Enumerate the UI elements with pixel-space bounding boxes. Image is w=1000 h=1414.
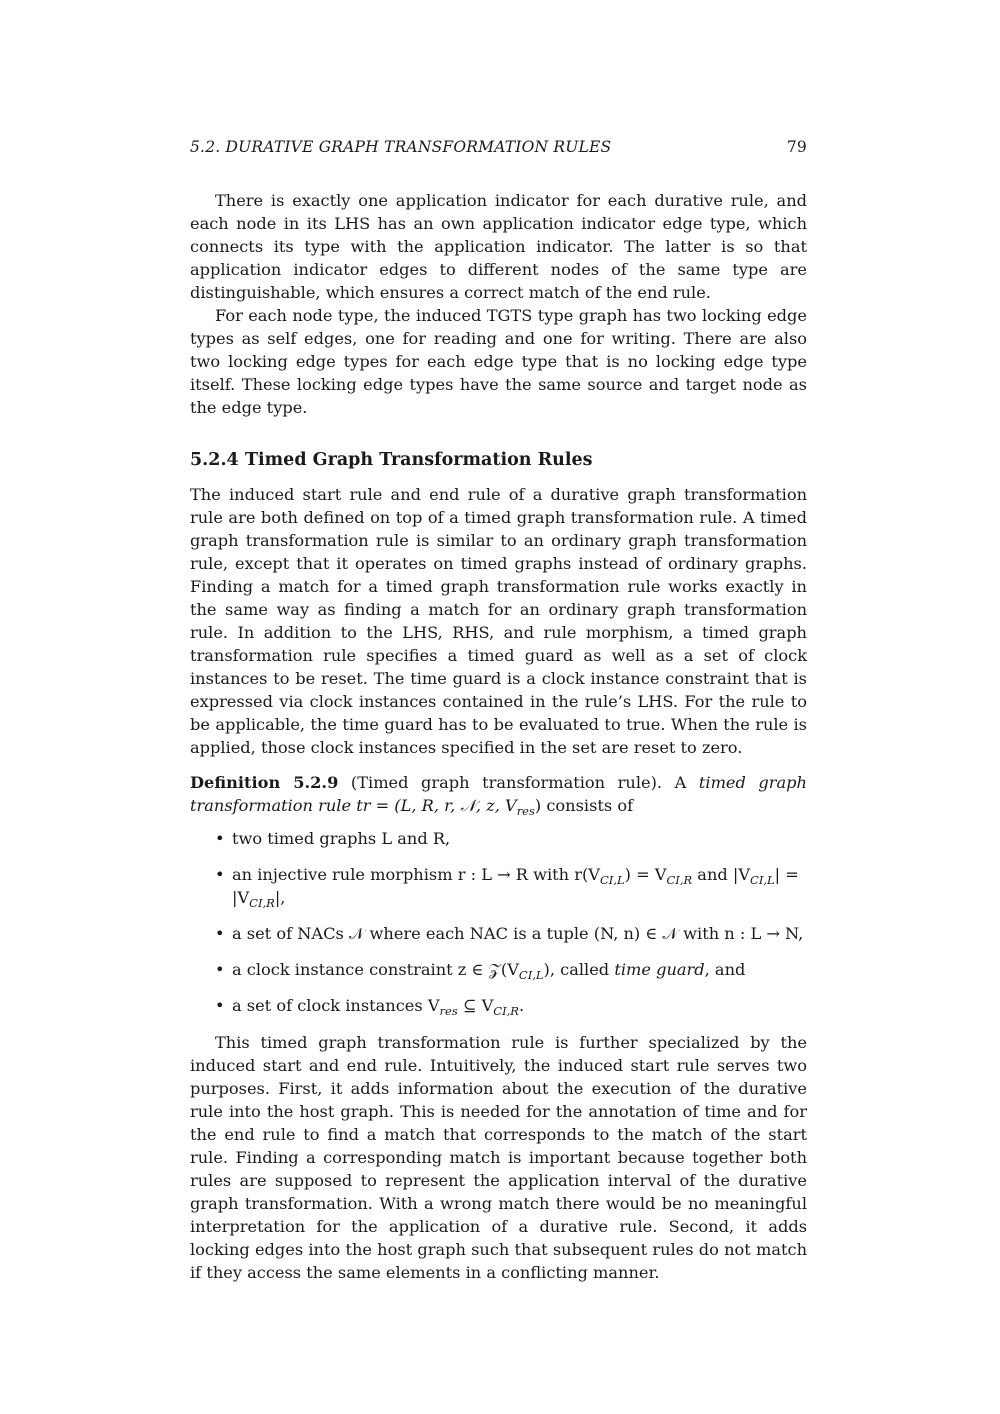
section-heading: [190, 448, 807, 472]
definition-label: Definition 5.2.9: [190, 773, 339, 792]
definition: [190, 771, 807, 817]
section-intro-paragraph: The induced start rule and end rule of a durative graph transformation rule are both defined on top of a timed graph transformation rule. A timed graph transformation rule is similar to an ordinary graph transformation rule, except that it operates on timed graphs instead of ordinary graphs. Finding a match for a timed graph transformation rule works exactly in the same way as finding a match for an ordinary graph transformation rule. In addition to the LHS, RHS, and rule morphism, a timed graph transformation rule specifies a timed guard as well as a set of clock instances to be reset. The time guard is a clock instance constraint that is expressed via clock instances contained in the rule’s LHS. For the rule to be applicable, the time guard has to be evaluated to true. When the rule is applied, those clock instances specified in the set are reset to zero.: [190, 485, 807, 757]
definition-tuple-suffix: ) consists of: [534, 796, 634, 815]
paragraph-application-indicator: There is exactly one application indicator for each durative rule, and each node in its LHS has an own application indicator edge type, which connects its type with the application indicator. The latter is so that application indicator edges to different nodes of the same type are distinguishable, which ensures a correct match of the end rule.: [190, 191, 807, 302]
list-item-text: a set of clock instances $V_{res}$ ⊆ $V_{CI,R}$.: [232, 996, 525, 1018]
definition-lead: A: [674, 773, 687, 792]
section-title: Timed Graph Transformation Rules: [245, 450, 593, 470]
list-item: [215, 994, 807, 1018]
definition-tuple: tr = (L, R, r, 𝒩, z, V: [356, 796, 517, 815]
bullet-icon: •: [215, 924, 225, 943]
section-number: 5.2.4: [190, 450, 239, 470]
list-item-text: a clock instance constraint z ∈ $𝒵(V_{CI,L})$, called time guard, and: [232, 960, 746, 982]
list-item: [215, 958, 807, 982]
list-item-text: an injective rule morphism r : L → R with $r(V_{CI,L}) = V_{CI,R}$ and $|V_{CI,L}|$ = $|V_{CI,R}|$,: [232, 865, 799, 910]
list-item: [215, 863, 807, 910]
bullet-icon: •: [215, 996, 225, 1015]
running-header: [190, 138, 807, 162]
definition-term: timed graph transformation rule: [190, 773, 807, 815]
closing-paragraph: This timed graph transformation rule is further specialized by the induced start and end rule. Intuitively, the induced start rule serves two purposes. First, it adds information about the execution of the durative rule into the host graph. This is needed for the annotation of time and for the end rule to find a match that corresponds to the match of the start rule. Finding a corresponding match is important because together both rules are supposed to represent the application interval of the durative graph transformation. With a wrong match there would be no meaningful interpretation for the application of a durative rule. Second, it adds locking edges into the host graph such that subsequent rules do not match if they access the same elements in a conflicting manner.: [190, 1033, 807, 1282]
list-item: [215, 827, 807, 850]
definition-name: (Timed graph transformation rule).: [350, 773, 663, 792]
body-text: [190, 189, 807, 1284]
definition-list: [190, 827, 807, 1017]
running-title: 5.2. DURATIVE GRAPH TRANSFORMATION RULES: [190, 138, 612, 156]
list-item-text: a set of NACs 𝒩 where each NAC is a tuple (N, n) ∈ 𝒩 with n : L → N,: [232, 924, 804, 943]
bullet-icon: •: [215, 960, 225, 979]
bullet-icon: •: [215, 829, 225, 848]
page-number: 79: [786, 138, 807, 156]
paragraph-locking-edges: For each node type, the induced TGTS type graph has two locking edge types as self edges, one for reading and one for writing. There are also two locking edge types for each edge type that is no locking edge type itself. These locking edge types have the same source and target node as the edge type.: [190, 306, 807, 417]
list-item-text: two timed graphs L and R,: [232, 829, 451, 848]
bullet-icon: •: [215, 865, 225, 884]
list-item: [215, 922, 807, 945]
tuple-subscript: res: [516, 804, 535, 818]
